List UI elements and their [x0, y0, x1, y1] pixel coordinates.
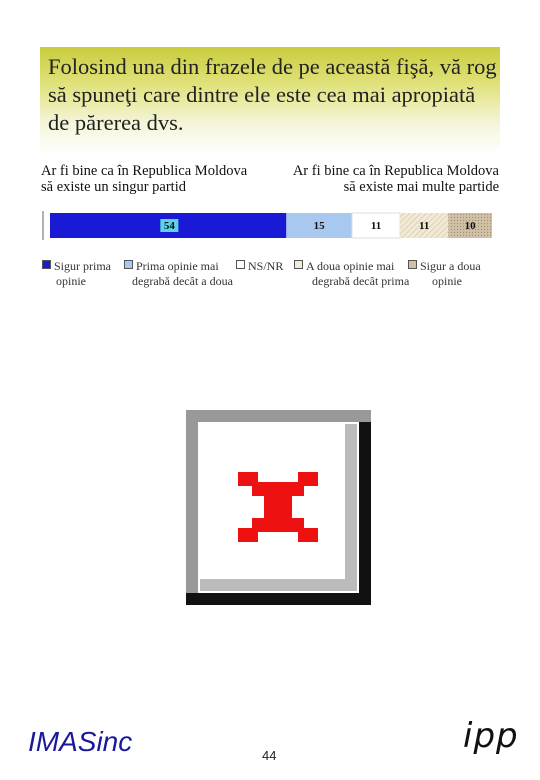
legend-item-1	[42, 259, 111, 274]
legend-item-5	[408, 259, 481, 274]
placeholder-frame-bottom	[186, 593, 371, 605]
bar-value-label-3: 11	[370, 220, 382, 232]
stacked-bar-chart	[0, 0, 540, 260]
bar-value-label-1: 54	[163, 220, 175, 232]
slide-title: Folosind una din frazele de pe această fişă, vă rog să spuneţi care dintre ele este cea mai apropiată de părerea dvs.	[48, 54, 497, 135]
bar-value-label-2: 15	[313, 220, 325, 232]
legend-sub-1: opinie	[56, 274, 86, 288]
placeholder-frame-top	[186, 410, 371, 422]
legend-label-4: A doua opinie mai	[306, 259, 395, 273]
legend-label-3: NS/NR	[248, 259, 284, 273]
right-statement-line-2: să existe mai multe partide	[343, 179, 499, 195]
footer-brand-imas: IMASinc	[28, 726, 133, 757]
legend-sub-2: degrabă decât a doua	[132, 274, 233, 288]
legend-sub-4: degrabă decât prima	[312, 274, 410, 288]
broken-image-placeholder	[186, 410, 371, 605]
legend-label-2: Prima opinie mai	[136, 259, 219, 273]
legend-swatch-3	[236, 260, 245, 269]
left-statement-line-2: să existe un singur partid	[41, 179, 186, 195]
legend-swatch-4	[294, 260, 303, 269]
bar-value-label-5: 10	[464, 220, 476, 232]
placeholder-inner-bottom	[200, 579, 357, 591]
legend-swatch-2	[124, 260, 133, 269]
placeholder-frame-right	[359, 422, 371, 605]
left-statement-line-1: Ar fi bine ca în Republica Moldova	[41, 163, 248, 179]
legend-label-1: Sigur prima	[54, 259, 111, 273]
legend-swatch-5	[408, 260, 417, 269]
legend-label-5: Sigur a doua	[420, 259, 481, 273]
legend-item-3	[236, 259, 283, 274]
placeholder-frame-left	[186, 410, 198, 605]
footer-brand-ipp: ipp	[463, 716, 519, 756]
right-statement-line-1: Ar fi bine ca în Republica Moldova	[292, 163, 499, 179]
legend-item-2	[124, 259, 219, 274]
placeholder-inner-right	[345, 424, 357, 591]
legend-swatch-1	[42, 260, 51, 269]
page-number: 44	[262, 748, 277, 763]
bar-value-label-4: 11	[418, 220, 430, 232]
bar-group	[50, 213, 492, 238]
legend-sub-5: opinie	[432, 274, 462, 288]
legend-item-4	[294, 259, 394, 274]
